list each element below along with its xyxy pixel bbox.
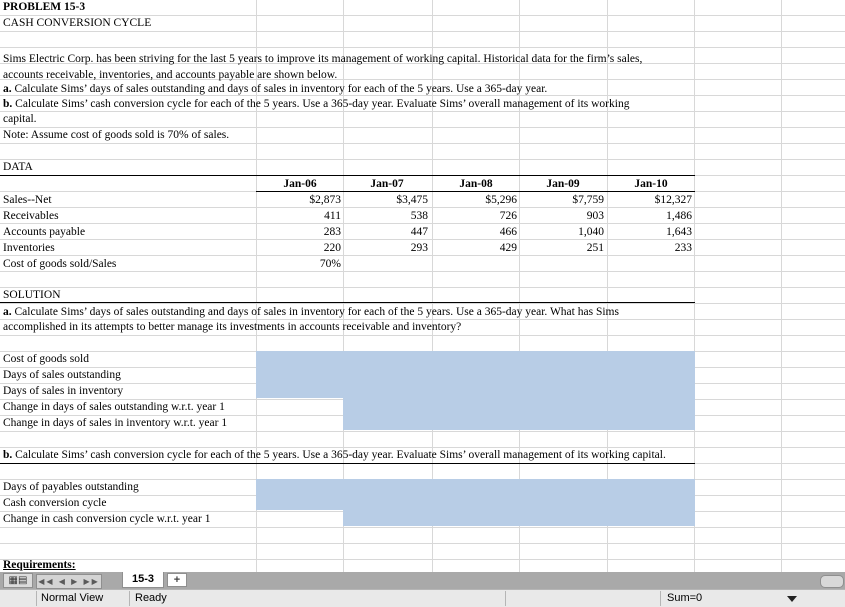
horizontal-scrollbar[interactable] bbox=[820, 575, 844, 588]
part-b-continuation: capital. bbox=[3, 113, 37, 125]
data-cell[interactable]: 429 bbox=[499, 242, 517, 254]
data-cell[interactable]: $12,327 bbox=[654, 194, 692, 206]
view-mode-label[interactable]: Normal View bbox=[41, 592, 104, 604]
problem-subtitle: CASH CONVERSION CYCLE bbox=[3, 17, 152, 29]
solution-a-continuation: accomplished in its attempts to better manage its investments in accounts receivable and inventory? bbox=[3, 321, 462, 333]
data-cell[interactable]: 726 bbox=[499, 210, 517, 222]
data-cell[interactable]: 903 bbox=[586, 210, 604, 222]
answer-input-area-a-change[interactable] bbox=[343, 398, 695, 430]
header-underline bbox=[256, 191, 695, 192]
data-row-label: Sales--Net bbox=[3, 194, 52, 206]
data-cell[interactable]: $3,475 bbox=[396, 194, 428, 206]
data-cell[interactable]: 1,040 bbox=[578, 226, 604, 238]
solution-a-label: a. bbox=[3, 306, 12, 318]
solution-a-row-label: Days of sales in inventory bbox=[3, 385, 124, 397]
data-separator bbox=[0, 175, 695, 176]
data-cell[interactable]: 1,643 bbox=[666, 226, 692, 238]
chevron-down-icon[interactable] bbox=[787, 596, 797, 602]
grid-row bbox=[0, 528, 845, 544]
data-heading: DATA bbox=[3, 161, 33, 173]
sheet-navigation-arrows-icon[interactable]: ◀◀ ◀ ▶ ▶▶ bbox=[36, 574, 102, 589]
status-divider bbox=[36, 591, 37, 606]
data-cell[interactable]: $5,296 bbox=[485, 194, 517, 206]
grid-row bbox=[0, 432, 845, 448]
data-cell[interactable]: 70% bbox=[319, 258, 341, 270]
solution-a-text: Calculate Sims’ days of sales outstanding and days of sales in inventory for each of the 5 years. Use a 365-day year. What has Sims bbox=[11, 306, 619, 318]
sheet-tab-bar bbox=[0, 572, 845, 589]
data-cell[interactable]: 411 bbox=[324, 210, 341, 222]
data-cell[interactable]: 1,486 bbox=[666, 210, 692, 222]
data-cell[interactable]: 251 bbox=[586, 242, 604, 254]
column-header: Jan-09 bbox=[546, 178, 580, 190]
data-row-label: Accounts payable bbox=[3, 226, 86, 238]
grid-row bbox=[0, 272, 845, 288]
column-header: Jan-08 bbox=[459, 178, 493, 190]
status-divider bbox=[660, 591, 661, 606]
solution-heading: SOLUTION bbox=[3, 289, 61, 301]
solution-b-text: Calculate Sims’ cash conversion cycle for each of the 5 years. Use a 365-day year. Evaluate Sims’ overall management of its working capital. bbox=[12, 449, 666, 461]
part-b-text: Calculate Sims’ cash conversion cycle for each of the 5 years. Use a 365-day year. Evaluate Sims’ overall management of its working bbox=[12, 98, 630, 110]
solution-b-row-label: Cash conversion cycle bbox=[3, 497, 107, 509]
solution-b-instruction bbox=[3, 448, 666, 462]
grid-row bbox=[0, 0, 845, 16]
answer-input-area-b-change[interactable] bbox=[343, 510, 695, 526]
part-b-label: b. bbox=[3, 98, 13, 110]
grid-row bbox=[0, 32, 845, 48]
status-text: Ready bbox=[135, 592, 167, 604]
grid-row bbox=[0, 160, 845, 176]
status-divider bbox=[505, 591, 506, 606]
solution-a-row-label: Change in days of sales in inventory w.r.t. year 1 bbox=[3, 417, 228, 429]
data-cell[interactable]: 283 bbox=[323, 226, 341, 238]
solution-separator bbox=[0, 302, 695, 303]
grid-row bbox=[0, 144, 845, 160]
grid-row bbox=[0, 112, 845, 128]
data-row-label: Receivables bbox=[3, 210, 59, 222]
data-cell[interactable]: $2,873 bbox=[309, 194, 341, 206]
answer-input-area-a[interactable] bbox=[256, 351, 695, 398]
requirements-heading: Requirements: bbox=[3, 559, 76, 571]
note-text: Note: Assume cost of goods sold is 70% of sales. bbox=[3, 129, 230, 141]
data-row-label: Cost of goods sold/Sales bbox=[3, 258, 117, 270]
column-header: Jan-06 bbox=[283, 178, 317, 190]
column-header: Jan-07 bbox=[370, 178, 404, 190]
sheet-tab-15-3[interactable]: 15-3 bbox=[122, 572, 164, 588]
grid-row bbox=[0, 544, 845, 560]
data-cell[interactable]: 447 bbox=[410, 226, 428, 238]
intro-text: accounts receivable, inventories, and accounts payable are shown below. bbox=[3, 69, 338, 81]
solution-b-separator bbox=[0, 463, 695, 464]
grid-row bbox=[0, 256, 845, 272]
part-a-text: Calculate Sims’ days of sales outstanding and days of sales in inventory for each of the 5 years. Use a 365-day year. bbox=[11, 83, 548, 95]
solution-b-row-label: Days of payables outstanding bbox=[3, 481, 139, 493]
answer-input-area-b[interactable] bbox=[256, 479, 695, 510]
data-cell[interactable]: 233 bbox=[674, 242, 692, 254]
column-header: Jan-10 bbox=[634, 178, 668, 190]
grid-row bbox=[0, 336, 845, 352]
solution-a-row-label: Days of sales outstanding bbox=[3, 369, 121, 381]
sum-readout[interactable]: Sum=0 bbox=[667, 592, 703, 604]
data-cell[interactable]: 538 bbox=[410, 210, 428, 222]
solution-b-label: b. bbox=[3, 449, 13, 461]
data-cell[interactable]: $7,759 bbox=[572, 194, 604, 206]
part-a-instruction bbox=[3, 82, 547, 96]
solution-b-row-label: Change in cash conversion cycle w.r.t. year 1 bbox=[3, 513, 211, 525]
solution-a-instruction bbox=[3, 305, 619, 319]
grid-view-icon[interactable]: ▦▤ bbox=[3, 573, 33, 588]
grid-row bbox=[0, 560, 845, 572]
status-divider bbox=[129, 591, 130, 606]
data-cell[interactable]: 220 bbox=[323, 242, 341, 254]
grid-row bbox=[0, 464, 845, 480]
solution-a-row-label: Cost of goods sold bbox=[3, 353, 89, 365]
data-row-label: Inventories bbox=[3, 242, 55, 254]
add-sheet-button[interactable]: + bbox=[167, 573, 187, 587]
status-bar bbox=[0, 589, 845, 607]
data-cell[interactable]: 466 bbox=[499, 226, 517, 238]
intro-text: Sims Electric Corp. has been striving for the last 5 years to improve its management of working capital. Historical data for the firm’s sales, bbox=[3, 53, 643, 65]
part-a-label: a. bbox=[3, 83, 12, 95]
solution-a-row-label: Change in days of sales outstanding w.r.t. year 1 bbox=[3, 401, 225, 413]
problem-title: PROBLEM 15-3 bbox=[3, 1, 86, 13]
part-b-instruction bbox=[3, 97, 629, 111]
data-cell[interactable]: 293 bbox=[410, 242, 428, 254]
